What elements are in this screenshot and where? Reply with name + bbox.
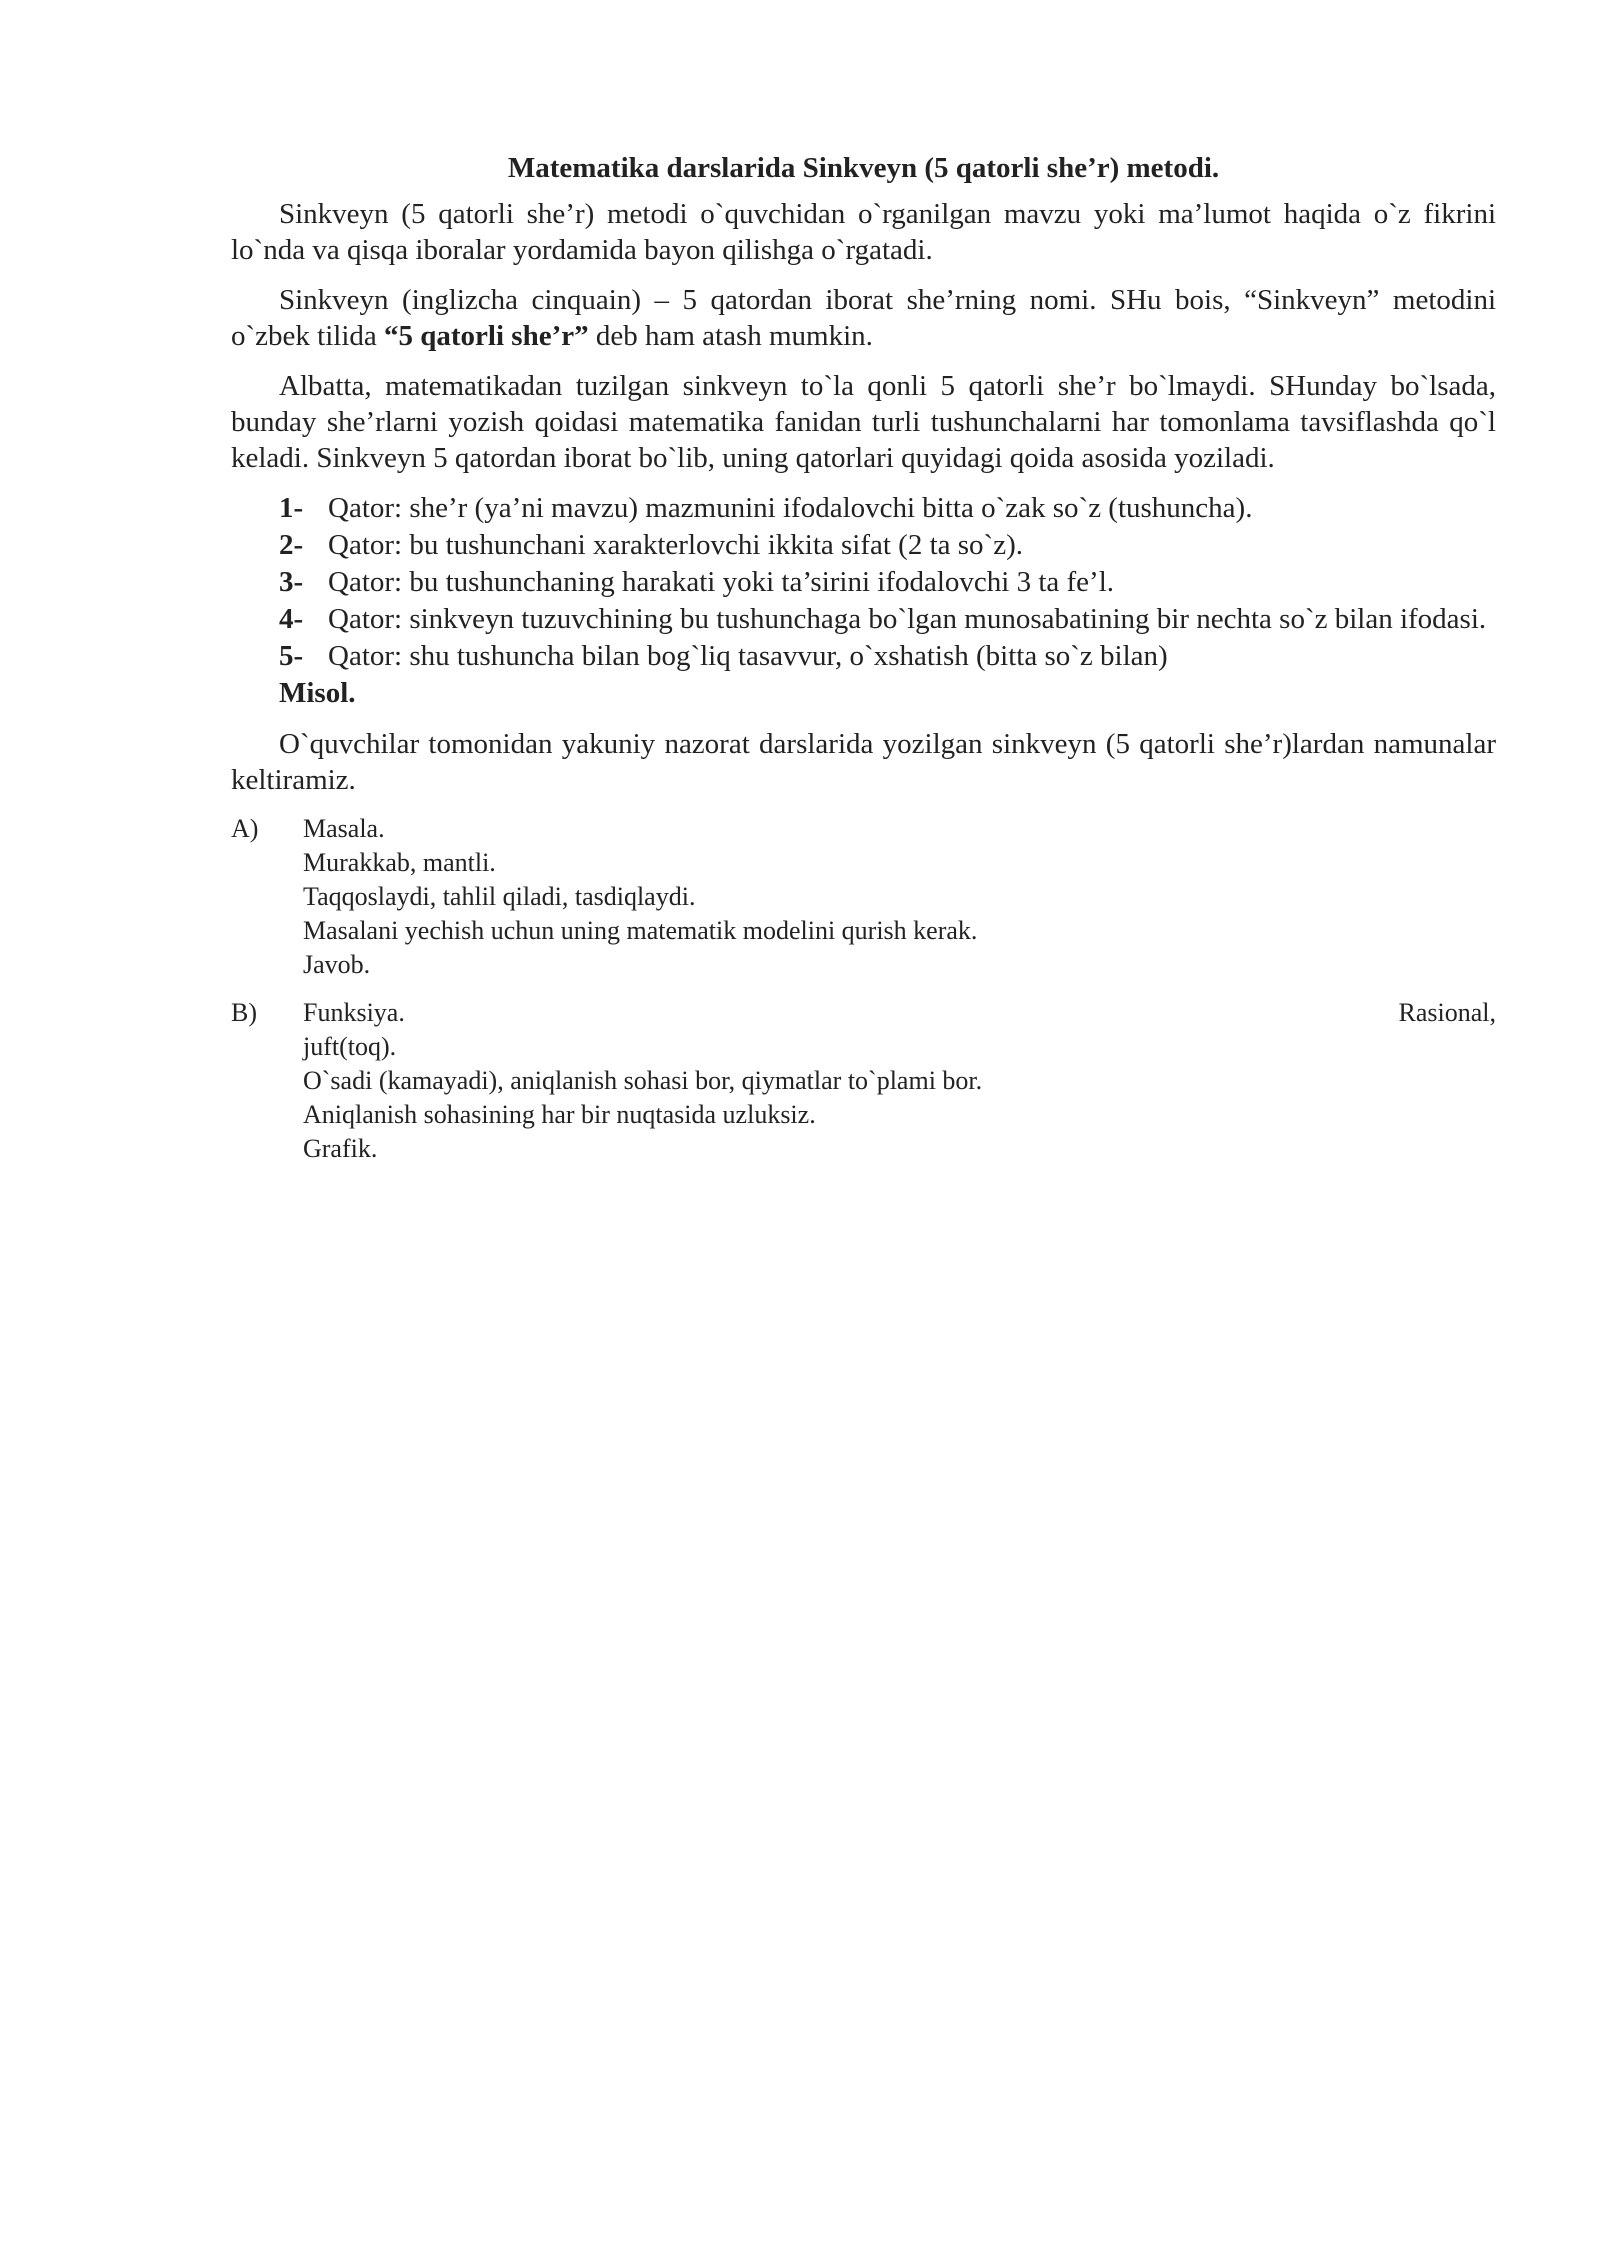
paragraph-rules: Albatta, matematikadan tuzilgan sinkveyn to`la qonli 5 qatorli she’r bo`lmaydi. SHunday bo`lsada, bunday she’rlarni yozish qoidasi matematika fanidan turli tushunchalarni har tomonlama tavsiflashda qo`l keladi. Sinkveyn 5 qatordan iborat bo`lib, uning qatorlari quyidagi qoida asosida yoziladi. (231, 370, 1496, 474)
list-item-text: Qator: shu tushuncha bilan bog`liq tasavvur, o`xshatish (bitta so`z bilan) (328, 640, 1168, 672)
list-item-number: 1- (279, 492, 304, 524)
list-item-number: 2- (279, 529, 304, 561)
example-b-line: O`sadi (kamayadi), aniqlanish sohasi bor, qiymatlar to`plami bor. (303, 1066, 983, 1095)
list-item-text: Qator: bu tushunchani xarakterlovchi ikkita sifat (2 ta so`z). (328, 529, 1023, 561)
row-rules-list (231, 490, 1496, 675)
list-item-number: 4- (279, 603, 304, 635)
example-b-line: juft(toq). (303, 1032, 397, 1061)
example-b-line: Grafik. (303, 1134, 378, 1163)
example-heading: Misol. (279, 677, 356, 709)
list-item (231, 527, 1496, 564)
example-a-letter: A) (231, 814, 259, 843)
document-title: Matematika darslarida Sinkveyn (5 qatorli she’r) metodi. (507, 152, 1220, 184)
example-b-line-right: Rasional, (1398, 998, 1496, 1027)
list-item-number: 5- (279, 640, 304, 672)
list-item (231, 638, 1496, 675)
example-a-line: Javob. (303, 950, 371, 979)
paragraph-definition-bold: “5 qatorli she’r” (384, 320, 589, 352)
list-item-text: Qator: sinkveyn tuzuvchining bu tushunchaga bo`lgan munosabatining bir nechta so`z bilan ifodasi. (328, 603, 1487, 635)
example-b-line: Aniqlanish sohasining har bir nuqtasida uzluksiz. (303, 1100, 816, 1129)
example-b-letter: B) (231, 998, 257, 1027)
example-a-line: Masalani yechish uchun uning matematik modelini qurish kerak. (303, 916, 978, 945)
paragraph-definition (231, 282, 1496, 354)
example-b-line-left: Funksiya. (303, 998, 405, 1027)
example-a-line: Taqqoslaydi, tahlil qiladi, tasdiqlaydi. (303, 882, 696, 911)
paragraph-intro: Sinkveyn (5 qatorli she’r) metodi o`quvchidan o`rganilgan mavzu yoki ma’lumot haqida o`z fikrini lo`nda va qisqa iboralar yordamida bayon qilishga o`rgatadi. (231, 198, 1496, 266)
example-b (231, 996, 1496, 1166)
paragraph-definition-end: deb ham atash mumkin. (588, 320, 873, 352)
example-a (231, 812, 1496, 982)
paragraph-examples-intro: O`quvchilar tomonidan yakuniy nazorat darslarida yozilgan sinkveyn (5 qatorli she’r)lardan namunalar keltiramiz. (231, 728, 1496, 796)
list-item-number: 3- (279, 566, 304, 598)
list-item (231, 564, 1496, 601)
example-a-line: Masala. (303, 814, 385, 843)
document-content (231, 150, 1496, 1180)
list-item-text: Qator: bu tushunchaning harakati yoki ta’sirini ifodalovchi 3 ta fe’l. (328, 566, 1115, 598)
example-a-line: Murakkab, mantli. (303, 848, 496, 877)
list-item (231, 490, 1496, 527)
paragraph-definition-text: Sinkveyn (inglizcha cinquain) – 5 qatordan iborat she’rning nomi. SHu bois, “Sinkveyn” metodini o`zbek tilida (231, 284, 1496, 352)
list-item (231, 601, 1496, 638)
example-b-first-line (303, 996, 1496, 1030)
list-item-text: Qator: she’r (ya’ni mavzu) mazmunini ifodalovchi bitta o`zak so`z (tushuncha). (328, 492, 1253, 524)
